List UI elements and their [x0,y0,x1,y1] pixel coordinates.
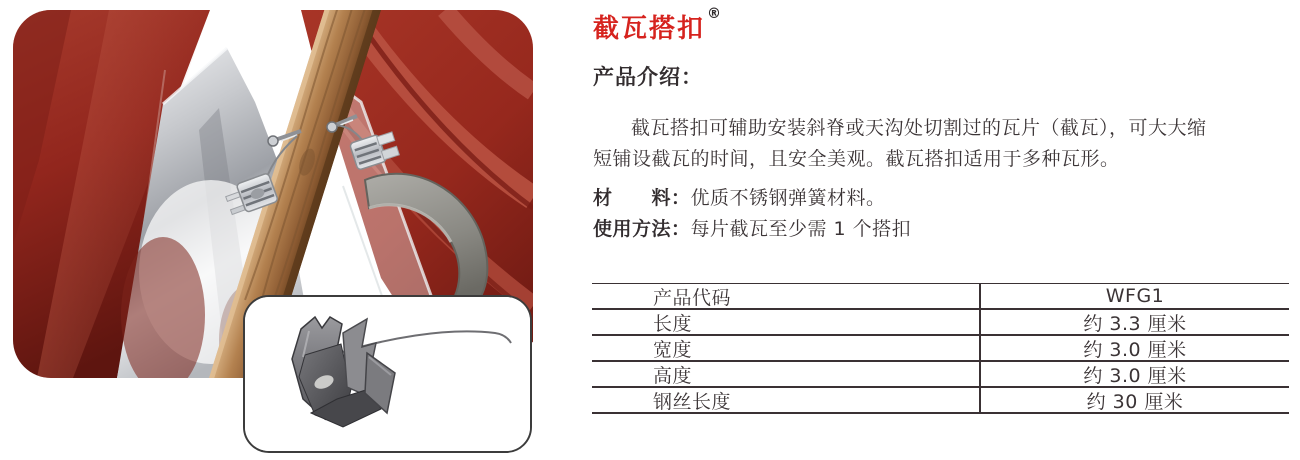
usage-label: 使用方法： [593,218,691,240]
clip-product-photo [243,295,532,453]
table-row [592,388,1289,414]
usage-line [593,214,911,241]
table-row [592,336,1289,362]
product-info-section [593,0,1293,460]
intro-text-line-2: 短铺设截瓦的时间，且安全美观。截瓦搭扣适用于多种瓦形。 [593,148,1120,170]
intro-text-line-1: 截瓦搭扣可辅助安装斜脊或天沟处切割过的瓦片（截瓦），可大大缩 [631,117,1207,139]
table-cell-value: 约 3.0 厘米 [1083,364,1187,387]
table-cell-value: WFG1 [1105,285,1165,307]
spec-table [592,283,1289,414]
table-row [592,310,1289,336]
clip-product-illustration [245,297,530,451]
usage-value: 每片截瓦至少需 1 个搭扣 [690,218,912,240]
table-cell-label: 宽度 [592,336,981,360]
table-cell-label: 长度 [592,310,981,334]
table-cell-label: 产品代码 [592,284,981,308]
page-title [593,6,722,45]
table-cell-value: 约 3.0 厘米 [1083,338,1187,361]
table-cell-value: 约 3.3 厘米 [1083,312,1187,335]
table-row [592,284,1289,310]
table-row [592,362,1289,388]
material-label: 材 料： [593,187,691,209]
registered-trademark-symbol: ® [707,6,722,23]
table-cell-label: 钢丝长度 [592,388,981,412]
material-line [593,183,886,210]
product-name: 截瓦搭扣 [593,14,706,44]
table-cell-value: 约 30 厘米 [1086,390,1184,413]
section-heading: 产品介绍： [593,65,703,89]
table-cell-label: 高度 [592,362,981,386]
material-value: 优质不锈钢弹簧材料。 [690,187,886,209]
